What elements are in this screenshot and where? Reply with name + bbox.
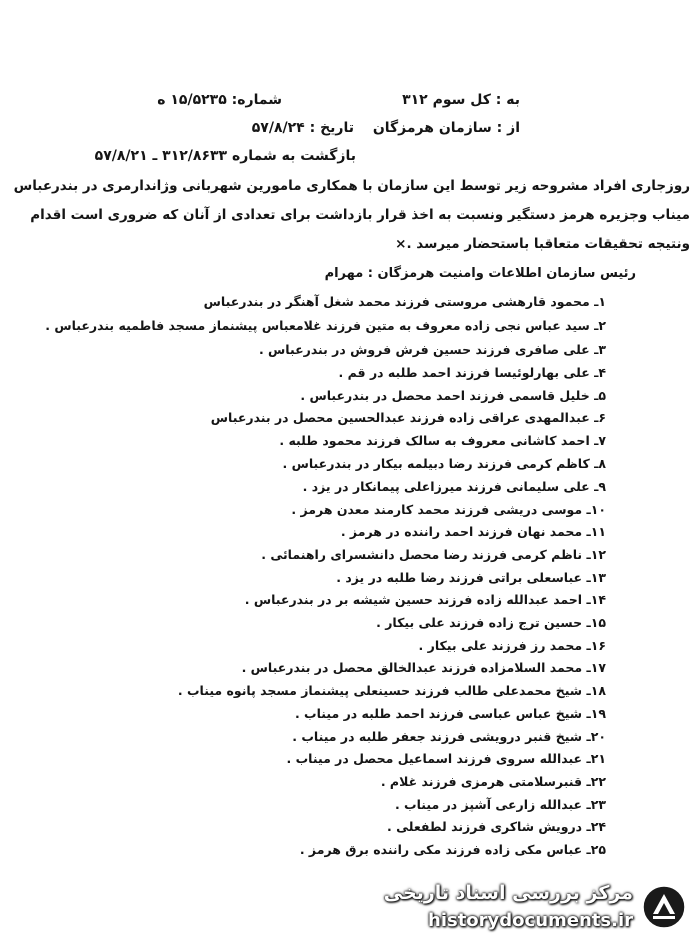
list-item: ۲۲ـ قنبرسلامتی هرمزی فرزند غلام . (380, 774, 606, 789)
watermark-url: historydocuments.ir (428, 910, 633, 931)
list-item: ۱۲ـ ناظم کرمی فرزند رضا محصل دانشسرای راهنمائی . (261, 547, 606, 562)
watermark (383, 878, 695, 938)
list-item: ۴ـ علی بهارلوئیسا فرزند احمد طلبه در قم . (338, 365, 606, 380)
body-line: روزجاری افراد مشروحه زیر توسط این سازمان با همکاری مامورین شهربانی وژاندارمری در بندرعباس (13, 178, 690, 194)
list-item: ۱ـ محمود قارهشی مروستی فرزند محمد شغل آهنگر در بندرعباس (203, 294, 606, 309)
watermark-title: مرکز بررسی اسناد تاریخی (383, 882, 633, 904)
list-item: ۱۱ـ محمد نهان فرزند احمد راننده در هرمز . (340, 524, 606, 539)
signature-line: رئیس سازمان اطلاعات وامنیت هرمزگان : مهرام (324, 266, 636, 281)
list-item: ۱۹ـ شیخ عباس عباسی فرزند احمد طلبه در میناب . (294, 706, 606, 721)
list-item: ۲۳ـ عبدالله زارعی آشپز در میناب . (394, 797, 606, 812)
list-item: ۲۱ـ عبدالله سروی فرزند اسماعیل محصل در میناب . (286, 751, 606, 766)
list-item: ۲۴ـ درویش شاکری فرزند لطفعلی . (386, 819, 606, 834)
list-item: ۱۵ـ حسین ترج زاده فرزند علی بیکار . (376, 615, 606, 630)
archive-logo-icon (641, 884, 687, 930)
list-item: ۱۸ـ شیخ محمدعلی طالب فرزند حسینعلی پیشنماز مسجد پانوه میناب . (177, 683, 606, 698)
body-line: ونتیجه تحقیقات متعاقبا باستحضار میرسد .× (395, 236, 690, 252)
list-item: ۲۵ـ عباس مکی زاده فرزند مکی راننده برق هرمز . (299, 842, 606, 857)
list-item: ۱۴ـ احمد عبدالله زاده فرزند حسین شیشه بر در بندرعباس . (244, 592, 606, 607)
list-item: ۶ـ عبدالمهدی عراقی زاده فرزند عبدالحسین محصل در بندرعباس (210, 410, 606, 425)
list-item: ۷ـ احمد کاشانی معروف به سالک فرزند محمود طلبه . (279, 433, 606, 448)
list-item: ۱۰ـ موسی دریشی فرزند محمد کارمند معدن هرمز . (291, 502, 606, 517)
list-item: ۸ـ کاظم کرمی فرزند رضا دبیلمه بیکار در بندرعباس . (282, 456, 606, 471)
list-item: ۱۳ـ عباسعلی براتی فرزند رضا طلبه در یزد . (336, 570, 606, 585)
header-from: از : سازمان هرمزگان (372, 120, 520, 136)
header-date: تاریخ : ۵۷/۸/۲۴ (251, 120, 354, 136)
body-line: میناب وجزیره هرمز دستگیر ونسبت به اخذ قرار بازداشت برای تعدادی از آنان که ضروری است اقدام (30, 207, 690, 223)
list-item: ۲ـ سید عباس نجی زاده معروف به متین فرزند غلامعباس پیشنماز مسجد فاطمیه بندرعباس . (45, 318, 606, 333)
list-item: ۵ـ خلیل قاسمی فرزند احمد محصل در بندرعباس . (300, 388, 606, 403)
list-item: ۹ـ علی سلیمانی فرزند میرزاعلی پیمانکار در یزد . (302, 479, 606, 494)
reference-line: بازگشت به شماره ۳۱۲/۸۶۳۳ ـ ۵۷/۸/۲۱ (94, 148, 356, 164)
header-to: به : کل سوم ۳۱۲ (402, 92, 520, 108)
header-number: شماره: ۱۵/۵۲۳۵ ه (157, 92, 282, 108)
list-item: ۱۷ـ محمد السلامزاده فرزند عبدالخالق محصل در بندرعباس . (241, 660, 606, 675)
list-item: ۲۰ـ شیخ قنبر درویشی فرزند جعفر طلبه در میناب . (292, 729, 606, 744)
list-item: ۳ـ علی صافری فرزند حسین فرش فروش در بندرعباس . (258, 342, 606, 357)
list-item: ۱۶ـ محمد رز فرزند علی بیکار . (418, 638, 606, 653)
